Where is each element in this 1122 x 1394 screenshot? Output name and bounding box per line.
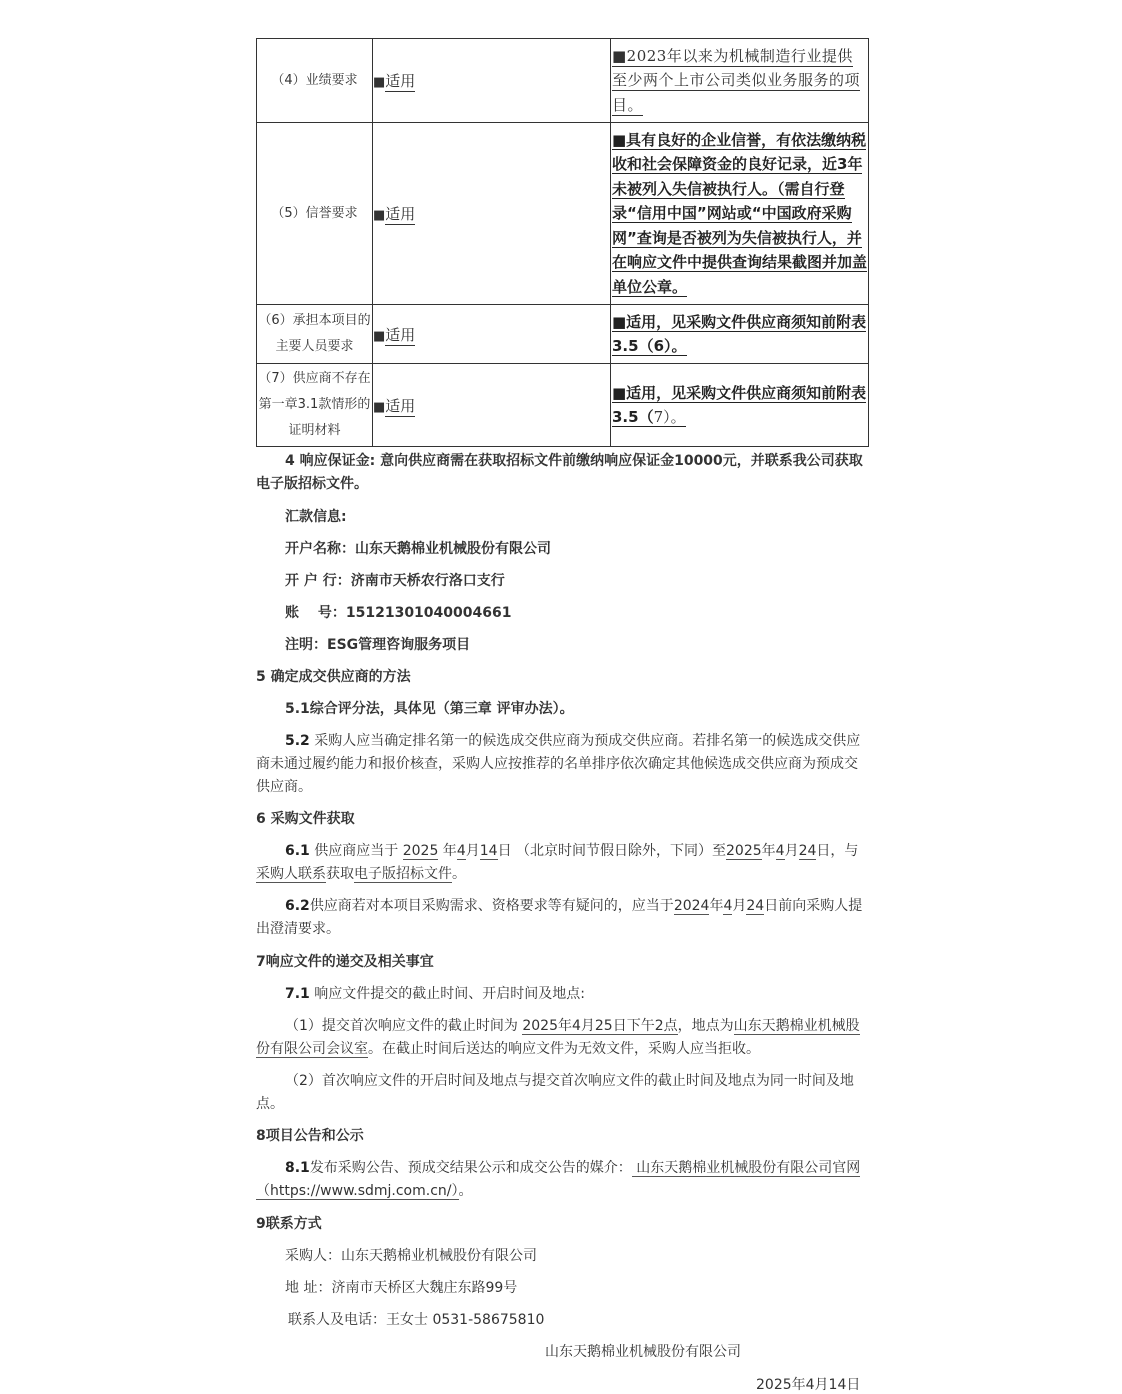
row-label: （6）承担本项目的 主要人员要求 [257, 305, 373, 364]
row-applicable: ■适用 [373, 123, 611, 305]
section-7-1: 7.1 响应文件提交的截止时间、开启时间及地点: [285, 986, 585, 1002]
address: 地 址：济南市天桥区大魏庄东路99号 [285, 1280, 518, 1296]
signature-company: 山东天鹅棉业机械股份有限公司 [545, 1344, 741, 1360]
section-5-1: 5.1综合评分法，具体见（第三章 评审办法）。 [285, 701, 574, 717]
table-row [257, 364, 869, 447]
buyer: 采购人：山东天鹅棉业机械股份有限公司 [285, 1248, 537, 1264]
table-row [257, 305, 869, 364]
row-label: （7）供应商不存在 第一章3.1款情形的 证明材料 [257, 364, 373, 447]
bank-name: 开 户 行：济南市天桥农行洛口支行 [285, 573, 505, 589]
row-detail: ■2023年以来为机械制造行业提供至少两个上市公司类似业务服务的项目。 [611, 39, 869, 123]
section-7-1-2: （2）首次响应文件的开启时间及地点与提交首次响应文件的截止时间及地点为同一时间及地点。 [256, 1073, 854, 1112]
deposit-text: 4 响应保证金: 意向供应商需在获取招标文件前缴纳响应保证金10000元，并联系我公司获取电子版招标文件。 [256, 453, 863, 492]
remit-note: 注明：ESG管理咨询服务项目 [285, 637, 471, 653]
row-detail: ■具有良好的企业信誉，有依法缴纳税收和社会保障资金的良好记录，近3年未被列入失信被执行人。（需自行登录“信用中国”网站或“中国政府采购网”查询是否被列为失信被执行人，并在响应文件中提供查询结果截图并加盖单位公章。 [611, 123, 869, 305]
section-7-title: 7响应文件的递交及相关事宜 [256, 954, 434, 970]
account-number: 账 号：15121301040004661 [285, 605, 512, 621]
document-page [256, 38, 868, 1328]
section-8-1: 8.1发布采购公告、预成交结果公示和成交公告的媒介： 山东天鹅棉业机械股份有限公司官网（https://www.sdmj.com.cn/）。 [256, 1160, 861, 1199]
checkbox-mark-icon: ■ [373, 208, 386, 223]
section-7-1-1: （1）提交首次响应文件的截止时间为 2025年4月25日下午2点，地点为山东天鹅棉业机械股份有限公司会议室。在截止时间后送达的响应文件为无效文件，采购人应当拒收。 [256, 1018, 860, 1057]
table-row [257, 39, 869, 123]
signature-date: 2025年4月14日 [756, 1377, 861, 1393]
section-9-title: 9联系方式 [256, 1216, 322, 1232]
checkbox-mark-icon: ■ [373, 75, 386, 90]
row-label: （4）业绩要求 [257, 39, 373, 123]
section-6-title: 6 采购文件获取 [256, 811, 355, 827]
row-applicable: ■适用 [373, 364, 611, 447]
row-detail: ■适用，见采购文件供应商须知前附表3.5（7）。 [611, 364, 869, 447]
row-applicable: ■适用 [373, 305, 611, 364]
section-4 [256, 450, 866, 496]
row-applicable: ■适用 [373, 39, 611, 123]
row-detail: ■适用，见采购文件供应商须知前附表3.5（6）。 [611, 305, 869, 364]
section-8-title: 8项目公告和公示 [256, 1128, 364, 1144]
section-6-2: 6.2供应商若对本项目采购需求、资格要求等有疑问的，应当于2024年4月24日前向采购人提出澄清要求。 [256, 898, 863, 937]
row-label: （5）信誉要求 [257, 123, 373, 305]
checkbox-mark-icon: ■ [373, 328, 386, 344]
contact: 联系人及电话：王女士 0531-58675810 [288, 1312, 545, 1328]
account-name: 开户名称：山东天鹅棉业机械股份有限公司 [285, 541, 551, 557]
remit-title: 汇款信息: [285, 509, 347, 525]
section-5-title: 5 确定成交供应商的方法 [256, 669, 411, 685]
section-5-2: 5.2 采购人应当确定排名第一的候选成交供应商为预成交供应商。若排名第一的候选成交供应商未通过履约能力和报价核查，采购人应按推荐的名单排序依次确定其他候选成交供应商为预成交供应商。 [256, 733, 861, 795]
checkbox-mark-icon: ■ [373, 399, 386, 415]
table-row [257, 123, 869, 305]
requirements-table [256, 38, 869, 447]
section-6-1: 6.1 供应商应当于 2025 年4月14日 （北京时间节假日除外，下同）至2025年4月24日，与采购人联系获取电子版招标文件。 [256, 843, 859, 882]
